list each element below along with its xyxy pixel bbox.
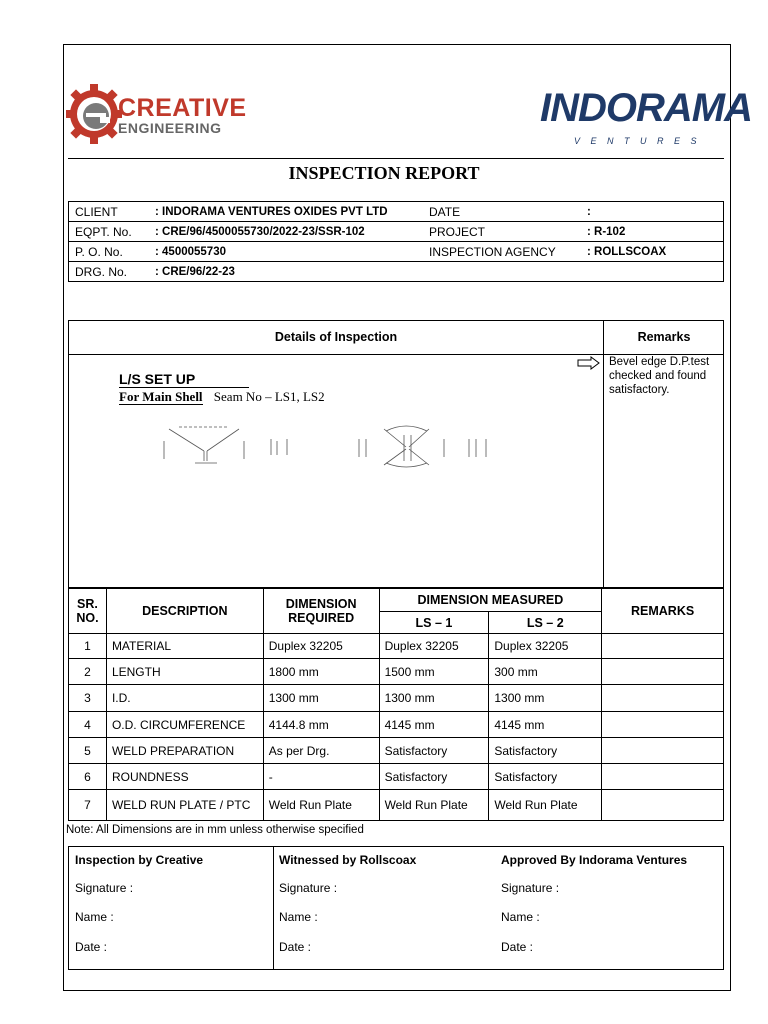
row-ls1: Duplex 32205	[379, 634, 489, 659]
po-label: P. O. No.	[75, 244, 123, 259]
name-label: Name :	[501, 910, 540, 924]
signature-label: Signature :	[501, 881, 560, 895]
row-description: I.D.	[106, 685, 263, 712]
details-of-inspection	[68, 320, 724, 588]
row-sr: 5	[69, 738, 107, 764]
setup-sub2: Seam No – LS1, LS2	[213, 389, 325, 404]
row-sr: 2	[69, 659, 107, 685]
client-label: CLIENT	[75, 204, 118, 219]
row-sr: 7	[69, 790, 107, 821]
approved-by-indorama	[501, 847, 723, 969]
arrow-right-icon	[577, 356, 601, 370]
row-ls2: 300 mm	[489, 659, 602, 685]
row-required: 4144.8 mm	[263, 712, 379, 738]
eqpt-value: : CRE/96/4500055730/2022-23/SSR-102	[155, 225, 365, 238]
row-ls1: Weld Run Plate	[379, 790, 489, 821]
row-ls2: Satisfactory	[489, 764, 602, 790]
gear-icon	[66, 80, 126, 148]
ls2-header: LS – 2	[489, 612, 602, 634]
indorama-logo-line2: V E N T U R E S	[574, 136, 701, 146]
setup-sub1: For Main Shell	[119, 389, 203, 404]
witnessed-by-rollscoax	[279, 847, 489, 969]
table-row	[69, 790, 724, 821]
table-row	[69, 659, 724, 685]
signature-block	[68, 846, 724, 970]
dimension-required-header: DIMENSION REQUIRED	[263, 589, 379, 634]
row-description: MATERIAL	[106, 634, 263, 659]
dimensions-note: Note: All Dimensions are in mm unless otherwise specified	[66, 824, 364, 836]
info-row	[69, 262, 724, 282]
row-remarks	[602, 764, 724, 790]
remarks-column-header: REMARKS	[602, 589, 724, 634]
col3-header: Approved By Indorama Ventures	[501, 853, 688, 867]
row-remarks	[602, 634, 724, 659]
table-row	[69, 738, 724, 764]
table-row	[69, 764, 724, 790]
setup-subtitle	[119, 389, 325, 405]
info-table	[68, 201, 724, 282]
row-ls2: Duplex 32205	[489, 634, 602, 659]
row-ls2: Weld Run Plate	[489, 790, 602, 821]
row-sr: 1	[69, 634, 107, 659]
col2-header: Witnessed by Rollscoax	[279, 853, 417, 867]
table-row	[69, 712, 724, 738]
row-ls1: Satisfactory	[379, 738, 489, 764]
date-label: Date :	[279, 940, 312, 954]
date-value: :	[587, 205, 591, 218]
table-row	[69, 685, 724, 712]
name-label: Name :	[75, 910, 114, 924]
drg-value: : CRE/96/22-23	[155, 265, 235, 278]
weld-joint-sketch-1	[159, 421, 299, 471]
row-required: 1800 mm	[263, 659, 379, 685]
indorama-logo-line1: INDORAMA	[540, 86, 752, 130]
row-ls1: 1300 mm	[379, 685, 489, 712]
row-ls1: 1500 mm	[379, 659, 489, 685]
page-title: INSPECTION REPORT	[288, 163, 480, 183]
row-remarks	[602, 790, 724, 821]
creative-logo-line2: ENGINEERING	[118, 120, 222, 136]
description-header: DESCRIPTION	[106, 589, 263, 634]
info-row	[69, 222, 724, 242]
client-value: : INDORAMA VENTURES OXIDES PVT LTD	[155, 205, 388, 218]
remarks-header: Remarks	[637, 330, 691, 344]
row-required: As per Drg.	[263, 738, 379, 764]
row-sr: 3	[69, 685, 107, 712]
indorama-ventures-logo	[538, 86, 752, 152]
row-description: WELD RUN PLATE / PTC	[106, 790, 263, 821]
header-rule	[68, 158, 724, 159]
row-remarks	[602, 659, 724, 685]
ls1-header: LS – 1	[379, 612, 489, 634]
row-description: LENGTH	[106, 659, 263, 685]
dimension-table	[68, 588, 724, 821]
inspection-by-creative	[75, 847, 271, 969]
row-ls2: 4145 mm	[489, 712, 602, 738]
setup-title: L/S SET UP	[119, 371, 249, 388]
dimension-measured-header: DIMENSION MEASURED	[379, 589, 602, 612]
po-value: : 4500055730	[155, 245, 226, 258]
agency-value: : ROLLSCOAX	[587, 245, 667, 258]
row-ls2: 1300 mm	[489, 685, 602, 712]
row-required: Weld Run Plate	[263, 790, 379, 821]
row-required: -	[263, 764, 379, 790]
info-row	[69, 202, 724, 222]
row-remarks	[602, 685, 724, 712]
project-label: PROJECT	[429, 224, 486, 239]
row-remarks	[602, 738, 724, 764]
row-sr: 4	[69, 712, 107, 738]
row-ls1: Satisfactory	[379, 764, 489, 790]
date-label: Date :	[75, 940, 108, 954]
date-label: Date :	[501, 940, 534, 954]
drg-label: DRG. No.	[75, 264, 128, 279]
col1-header: Inspection by Creative	[75, 853, 204, 867]
signature-divider	[273, 847, 274, 969]
row-sr: 6	[69, 764, 107, 790]
row-remarks	[602, 712, 724, 738]
row-required: Duplex 32205	[263, 634, 379, 659]
signature-label: Signature :	[75, 881, 134, 895]
sr-no-header: SR. NO.	[69, 589, 107, 634]
info-row	[69, 242, 724, 262]
date-label: DATE	[429, 204, 461, 219]
creative-engineering-logo	[66, 80, 256, 148]
row-ls2: Satisfactory	[489, 738, 602, 764]
project-value: : R-102	[587, 225, 626, 238]
name-label: Name :	[279, 910, 318, 924]
row-required: 1300 mm	[263, 685, 379, 712]
remarks-divider	[603, 321, 604, 587]
remarks-text: Bevel edge D.P.test checked and found satisfactory.	[609, 356, 710, 396]
row-description: O.D. CIRCUMFERENCE	[106, 712, 263, 738]
signature-label: Signature :	[279, 881, 338, 895]
weld-joint-sketch-2	[354, 421, 499, 471]
agency-label: INSPECTION AGENCY	[429, 244, 556, 259]
table-row	[69, 634, 724, 659]
row-description: ROUNDNESS	[106, 764, 263, 790]
row-ls1: 4145 mm	[379, 712, 489, 738]
details-header: Details of Inspection	[274, 330, 398, 344]
row-description: WELD PREPARATION	[106, 738, 263, 764]
creative-logo-line1: CREATIVE	[118, 94, 247, 122]
eqpt-label: EQPT. No.	[75, 224, 132, 239]
